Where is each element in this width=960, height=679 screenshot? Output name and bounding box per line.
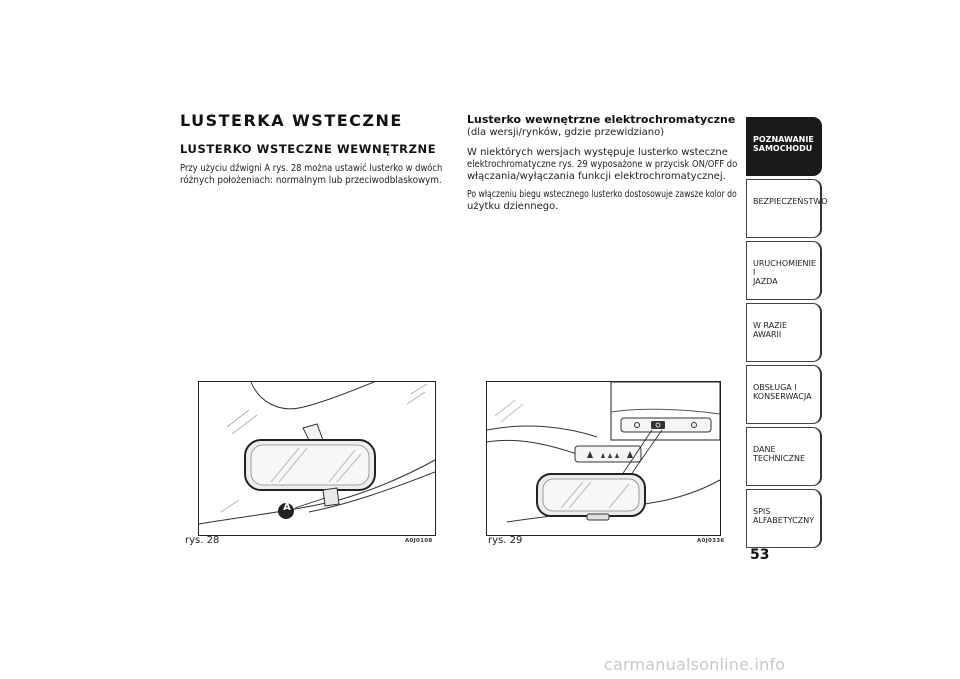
chapter-tab-label: DANE TECHNICZNE [753,445,805,463]
chapter-tab-label: POZNAWANIE [753,135,814,144]
paragraph-line: różnych położeniach: normalnym lub przeciwodblaskowym. [180,175,442,186]
electrochromic-paragraph-2 [467,189,737,213]
section-title: LUSTERKA WSTECZNE [180,111,403,130]
figure-28-caption: rys. 28 [185,535,220,546]
chapter-tab-label: KONSERWACJA [753,392,812,401]
figure-29-code: A0J0336 [697,538,725,544]
chapter-tab-label: BEZPIECZEŃSTWO [753,197,828,206]
chapter-tab-2[interactable] [746,179,828,238]
chapter-tab-label: JAZDA [753,277,778,286]
chapter-tab-label: OBSŁUGA I [753,383,797,392]
section-subtitle: LUSTERKO WSTECZNE WEWNĘTRZNE [180,142,437,156]
paragraph-line: włączania/wyłączania funkcji elektrochromatycznej. [467,171,726,182]
paragraph-line: użytku dziennego. [467,201,559,212]
figure-28-rearview-mirror [198,381,436,536]
chapter-tab-label: URUCHOMIENIE I [753,259,816,277]
mirror-illustration [199,382,435,535]
chapter-tab-7[interactable] [746,489,822,548]
chapter-tab-3[interactable] [746,241,822,300]
figure-29-electrochromic-mirror [486,381,721,536]
chapter-tab-label: W RAZIE AWARII [753,321,788,339]
electrochromic-subheading: (dla wersji/rynków, gdzie przewidziano) [467,127,665,138]
chapter-tab-label: SPIS ALFABETYCZNY [753,507,815,525]
paragraph-line: elektrochromatyczne rys. 29 wyposażone w przycisk ON/OFF do [467,159,738,170]
chapter-tab-6[interactable] [746,427,822,486]
figure-29-caption: rys. 29 [488,535,523,546]
paragraph-line: W niektórych wersjach występuje lusterko wsteczne [467,147,728,158]
paragraph-line: Po włączeniu biegu wstecznego lusterko dostosowuje zawsze kolor do [467,189,737,200]
watermark: carmanualsonline.info [604,655,786,674]
electrochromic-heading: Lusterko wewnętrzne elektrochromatyczne [467,113,736,126]
chapter-tab-5[interactable] [746,365,822,424]
callout-a-label: A [283,502,291,513]
left-paragraph [180,163,442,187]
chapter-tabs [746,117,828,551]
chapter-tab-1[interactable] [746,117,822,176]
electrochromic-paragraph-1 [467,147,737,183]
figure-28-code: A0J0108 [405,538,433,544]
chapter-tab-4[interactable] [746,303,822,362]
page-number: 53 [750,547,770,563]
chapter-tab-label: SAMOCHODU [753,144,813,153]
electrochromic-mirror-illustration [487,382,720,535]
paragraph-line: Przy użyciu dźwigni A rys. 28 można ustawić lusterko w dwóch [180,163,443,174]
